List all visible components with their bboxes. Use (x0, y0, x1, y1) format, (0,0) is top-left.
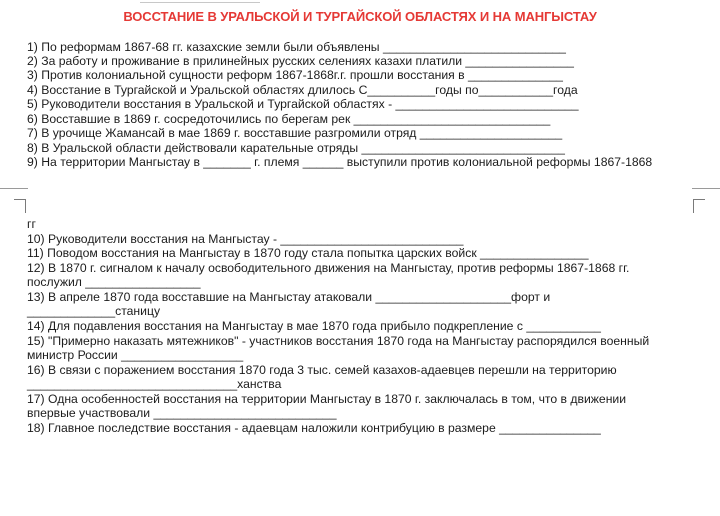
question-15-continued: министр России __________________ (27, 348, 244, 362)
question-9-continued: гг (27, 217, 36, 231)
question-7: 7) В урочище Жамансай в мае 1869 г. восставшие разгромили отряд _____________________ (27, 126, 563, 140)
page-separator-right (692, 188, 720, 189)
question-18: 18) Главное последствие восстания - адаевцам наложили контрибуцию в размере _______________ (27, 421, 601, 435)
question-6: 6) Восставшие в 1869 г. сосредоточились по берегам рек _____________________________ (27, 112, 551, 126)
question-4: 4) Восстание в Тургайской и Уральской областях длилось С__________годы по___________года (27, 83, 578, 97)
question-15: 15) "Примерно наказать мятежников" - участников восстания 1870 года на Мангыстау распорядился военный (27, 334, 650, 348)
document-page-top (0, 0, 720, 190)
question-3: 3) Против колониальной сущности реформ 1867-1868г.г. прошли восстания в ______________ (27, 68, 563, 82)
question-9: 9) На территории Мангыстау в _______ г. племя ______ выступили против колониальной реформы 1867-1868 (27, 155, 653, 169)
margin-mark-right-h (693, 199, 705, 200)
question-12-continued: послужил _________________ (27, 275, 201, 289)
question-17: 17) Одна особенностей восстания на территории Мангыстау в 1870 г. заключалась в том, что в движении (27, 392, 627, 406)
question-2: 2) За работу и проживание в прилинейных русских селениях казахи платили ________________ (27, 54, 574, 68)
question-5: 5) Руководители восстания в Уральской и Тургайской областях - ___________________________ (27, 97, 579, 111)
question-10: 10) Руководители восстания на Мангыстау - ___________________________ (27, 232, 464, 246)
question-13-continued: _____________станицу (27, 304, 161, 318)
question-13: 13) В апреле 1870 года восставшие на Мангыстау атаковали ____________________форт и (27, 290, 551, 304)
question-8: 8) В Уральской области действовали карательные отряды ______________________________ (27, 141, 565, 155)
question-11: 11) Поводом восстания на Мангыстау в 1870 году стала попытка царских войск ________________ (27, 246, 589, 260)
document-page-bottom (0, 208, 720, 516)
question-12: 12) В 1870 г. сигналом к началу освободительного движения на Мангыстау, против реформы 1867-1868 гг. (27, 261, 630, 275)
question-14: 14) Для подавления восстания на Мангыстау в мае 1870 года прибыло подкрепление с ___________ (27, 319, 601, 333)
question-17-continued: впервые участвовали ___________________________ (27, 406, 337, 420)
question-16: 16) В связи с поражением восстания 1870 года 3 тыс. семей казахов-адаевцев перешли на территорию (27, 363, 617, 377)
question-16-continued: _______________________________ханства (27, 377, 282, 391)
page-separator-left (0, 188, 28, 189)
previous-text-remnant (140, 0, 260, 3)
worksheet-title: ВОССТАНИЕ В УРАЛЬСКОЙ И ТУРГАЙСКОЙ ОБЛАСТЯХ И НА МАНГЫСТАУ (123, 9, 597, 24)
question-1: 1) По реформам 1867-68 гг. казахские земли были объявлены ___________________________ (27, 40, 566, 54)
